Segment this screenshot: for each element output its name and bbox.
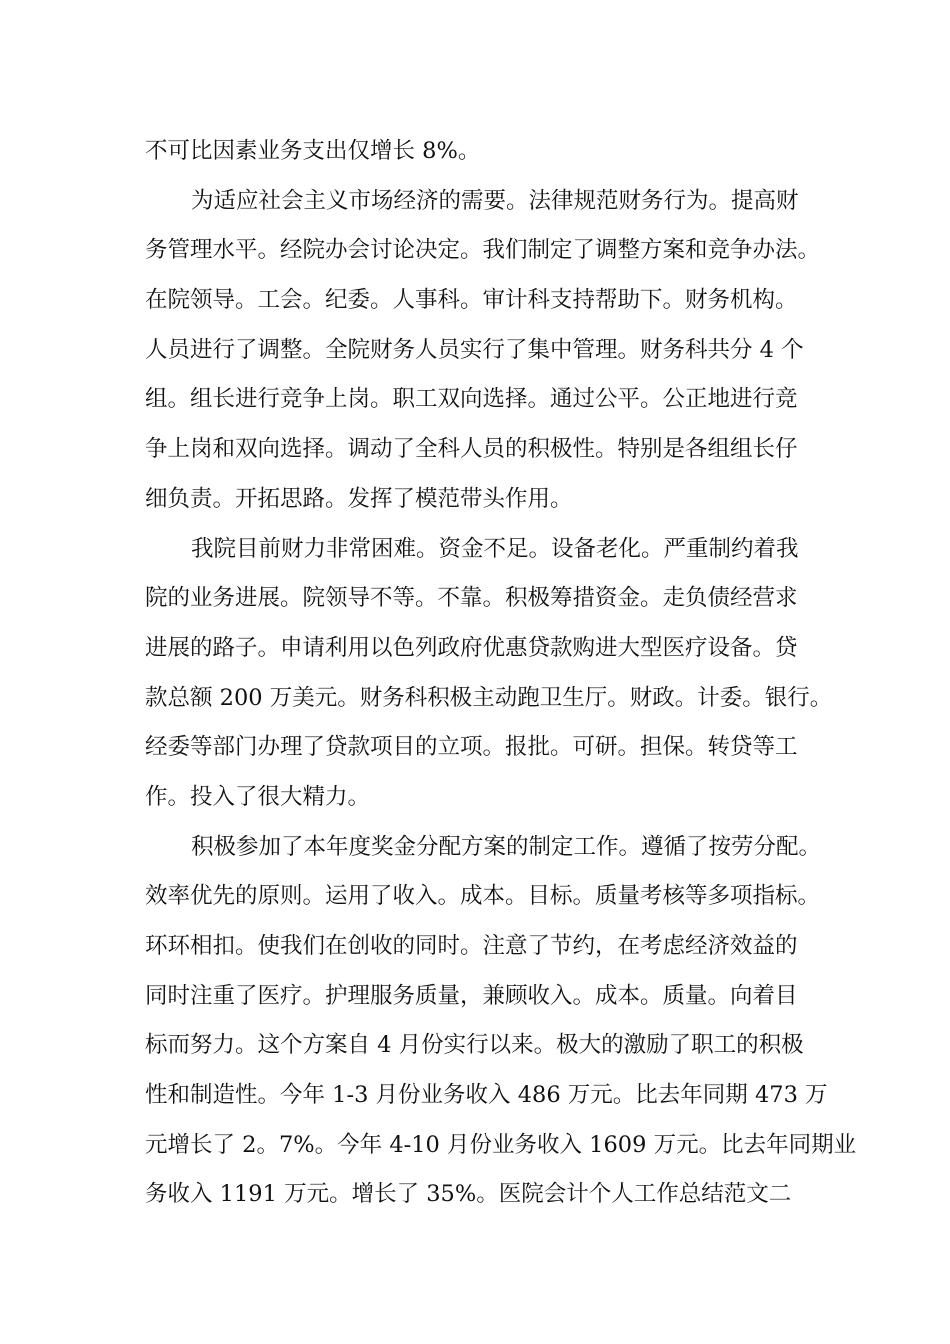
text-line: 进展的路子。申请利用以色列政府优惠贷款购进大型医疗设备。贷 [145,634,798,661]
text-line: 经委等部门办理了贷款项目的立项。报批。可研。担保。转贷等工 [145,734,798,761]
text-line: 作。投入了很大精力。 [145,783,371,810]
text-line: 人员进行了调整。全院财务人员实行了集中管理。财务科共分 4 个 [145,336,804,363]
body-text [145,127,857,1220]
text-line: 标而努力。这个方案自 4 月份实行以来。极大的激励了职工的积极 [145,1032,804,1059]
text-line: 务管理水平。经院办会讨论决定。我们制定了调整方案和竞争办法。 [145,237,821,264]
text-line: 在院领导。工会。纪委。人事科。审计科支持帮助下。财务机构。 [145,287,798,314]
text-line: 同时注重了医疗。护理服务质量，兼顾收入。成本。质量。向着目 [145,982,798,1009]
paragraph-first-line: 为适应社会主义市场经济的需要。法律规范财务行为。提高财 [191,187,799,214]
text-line: 效率优先的原则。运用了收入。成本。目标。质量考核等多项指标。 [145,883,821,910]
text-line: 款总额 200 万美元。财务科积极主动跑卫生厅。财政。计委。银行。 [145,684,833,711]
text-line: 争上岗和双向选择。调动了全科人员的积极性。特别是各组组长仔 [145,436,798,463]
text-line: 元增长了 2。7%。今年 4-10 月份业务收入 1609 万元。比去年同期业 [145,1131,857,1158]
text-line: 务收入 1191 万元。增长了 35%。医院会计个人工作总结范文二 [145,1181,792,1208]
text-line: 细负责。开拓思路。发挥了模范带头作用。 [145,485,573,512]
paragraph-first-line: 我院目前财力非常困难。资金不足。设备老化。严重制约着我 [191,535,799,562]
text-line: 不可比因素业务支出仅增长 8%。 [145,138,481,164]
text-line: 院的业务进展。院领导不等。不靠。积极筹措资金。走负债经营求 [145,585,798,612]
paragraph-first-line: 积极参加了本年度奖金分配方案的制定工作。遵循了按劳分配。 [191,833,822,860]
text-line: 环环相扣。使我们在创收的同时。注意了节约，在考虑经济效益的 [145,933,798,959]
text-line: 性和制造性。今年 1-3 月份业务收入 486 万元。比去年同期 473 万 [145,1082,828,1109]
text-line: 组。组长进行竞争上岗。职工双向选择。通过公平。公正地进行竞 [145,386,798,413]
